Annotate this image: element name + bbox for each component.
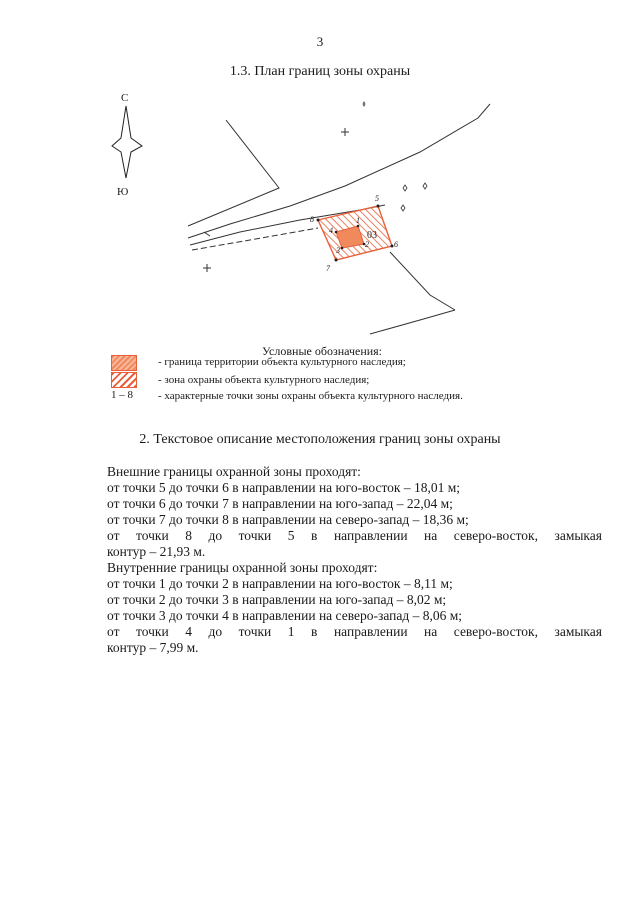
outer-line-last: от точки 8 до точки 5 в направлении на северо-восток, замыкая xyxy=(107,528,602,543)
section-title: 1.3. План границ зоны охраны xyxy=(229,64,411,79)
inner-line: от точки 2 до точки 3 в направлении на юго-запад – 8,02 м; xyxy=(107,592,447,607)
compass-north-label: С xyxy=(121,92,129,104)
point-label-8: 8 xyxy=(310,215,314,224)
compass-arrow-icon xyxy=(112,106,142,178)
point-label-2: 2 xyxy=(365,240,369,249)
legend-item-object: - граница территории объекта культурного наследия; xyxy=(158,356,406,368)
boundary-description xyxy=(107,464,602,656)
inner-line-cont: контур – 7,99 м. xyxy=(107,640,199,655)
inner-line: от точки 1 до точки 2 в направлении на юго-восток – 8,11 м; xyxy=(107,576,453,591)
point-label-3: 3 xyxy=(336,246,340,255)
compass-south-label: Ю xyxy=(117,186,129,198)
legend-item-zone: - зона охраны объекта культурного наследия; xyxy=(158,374,370,386)
point-label-1: 1 xyxy=(356,216,360,225)
map-tree-markers xyxy=(363,102,427,211)
outer-line: от точки 6 до точки 7 в направлении на юго-запад – 22,04 м; xyxy=(107,496,453,511)
object-number-label: 03 xyxy=(367,230,377,241)
page-number: 3 xyxy=(316,34,324,49)
outer-line-cont: контур – 21,93 м. xyxy=(107,544,206,559)
point-label-7: 7 xyxy=(326,264,330,273)
section2-title: 2. Текстовое описание местоположения границ зоны охраны xyxy=(139,432,501,447)
point-label-4: 4 xyxy=(329,226,333,235)
outer-heading: Внешние границы охранной зоны проходят: xyxy=(107,464,361,479)
legend-point-range: 1 – 8 xyxy=(111,389,133,401)
point-label-6: 6 xyxy=(394,240,398,249)
outer-line: от точки 5 до точки 6 в направлении на юго-восток – 18,01 м; xyxy=(107,480,461,495)
point-label-5: 5 xyxy=(375,194,379,203)
legend-item-points: - характерные точки зоны охраны объекта культурного наследия. xyxy=(158,390,463,402)
inner-heading: Внутренние границы охранной зоны проходят: xyxy=(107,560,378,575)
legend-swatch-object xyxy=(111,355,137,371)
inner-line: от точки 3 до точки 4 в направлении на северо-запад – 8,06 м; xyxy=(107,608,463,623)
map-cross-markers xyxy=(203,128,349,272)
legend-swatch-zone xyxy=(111,372,137,388)
inner-line-last: от точки 4 до точки 1 в направлении на северо-восток, замыкая xyxy=(107,624,602,639)
outer-line: от точки 7 до точки 8 в направлении на северо-запад – 18,36 м; xyxy=(107,512,469,527)
legend-title: Условные обозначения: xyxy=(262,344,383,358)
